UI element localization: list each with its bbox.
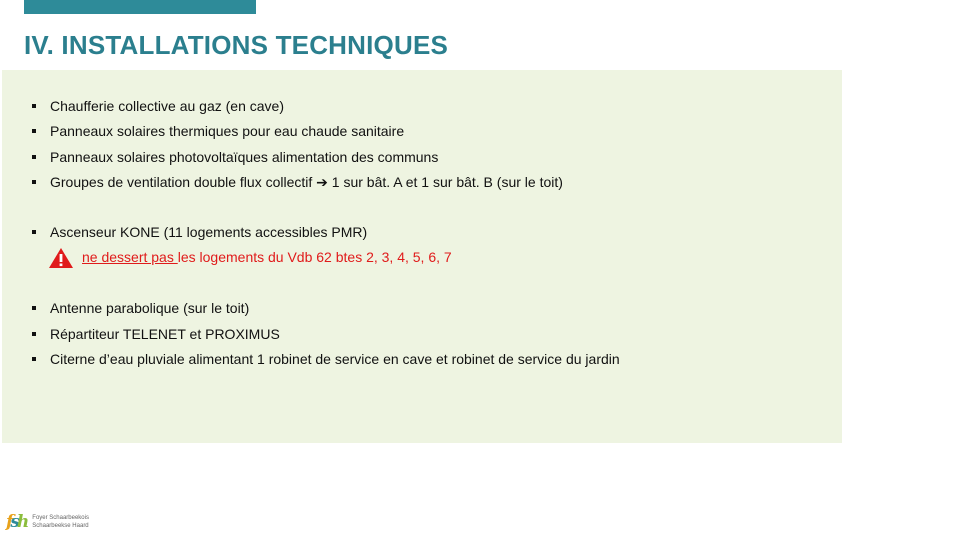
installations-list <box>32 96 620 374</box>
list-item: Chaufferie collective au gaz (en cave) <box>32 96 620 121</box>
warning-text: ne dessert pas les logements du Vdb 62 btes 2, 3, 4, 5, 6, 7 <box>82 249 452 266</box>
bullet-icon <box>32 129 36 133</box>
content-panel <box>2 70 842 443</box>
logo-mark-icon: fsh <box>6 512 27 532</box>
list-item: Panneaux solaires thermiques pour eau chaude sanitaire <box>32 121 620 146</box>
bullet-icon <box>32 155 36 159</box>
warning-triangle-icon <box>48 247 74 269</box>
list-item: Panneaux solaires photovoltaïques alimentation des communs <box>32 147 620 172</box>
arrow-right-icon: ➔ <box>316 173 328 190</box>
bullet-icon <box>32 306 36 310</box>
elevator-warning <box>32 247 620 273</box>
slide-title: IV. INSTALLATIONS TECHNIQUES <box>24 30 449 60</box>
list-item: Antenne parabolique (sur le toit) <box>32 298 620 323</box>
top-accent-bar <box>24 0 256 14</box>
logo-text: Foyer Schaarbeekois Schaarbeekse Haard <box>32 515 89 529</box>
bullet-icon <box>32 332 36 336</box>
spacer <box>32 197 620 222</box>
list-item: Citerne d’eau pluviale alimentant 1 robinet de service en cave et robinet de service du jardin <box>32 349 620 374</box>
bullet-icon <box>32 180 36 184</box>
bullet-icon <box>32 104 36 108</box>
list-item-elevator: Ascenseur KONE (11 logements accessibles PMR) <box>32 222 620 247</box>
list-item-ventilation: Groupes de ventilation double flux collectif ➔ 1 sur bât. A et 1 sur bât. B (sur le toit) <box>32 172 620 197</box>
bullet-icon <box>32 230 36 234</box>
company-logo <box>6 512 89 532</box>
spacer <box>32 273 620 298</box>
bullet-icon <box>32 357 36 361</box>
list-item: Répartiteur TELENET et PROXIMUS <box>32 324 620 349</box>
